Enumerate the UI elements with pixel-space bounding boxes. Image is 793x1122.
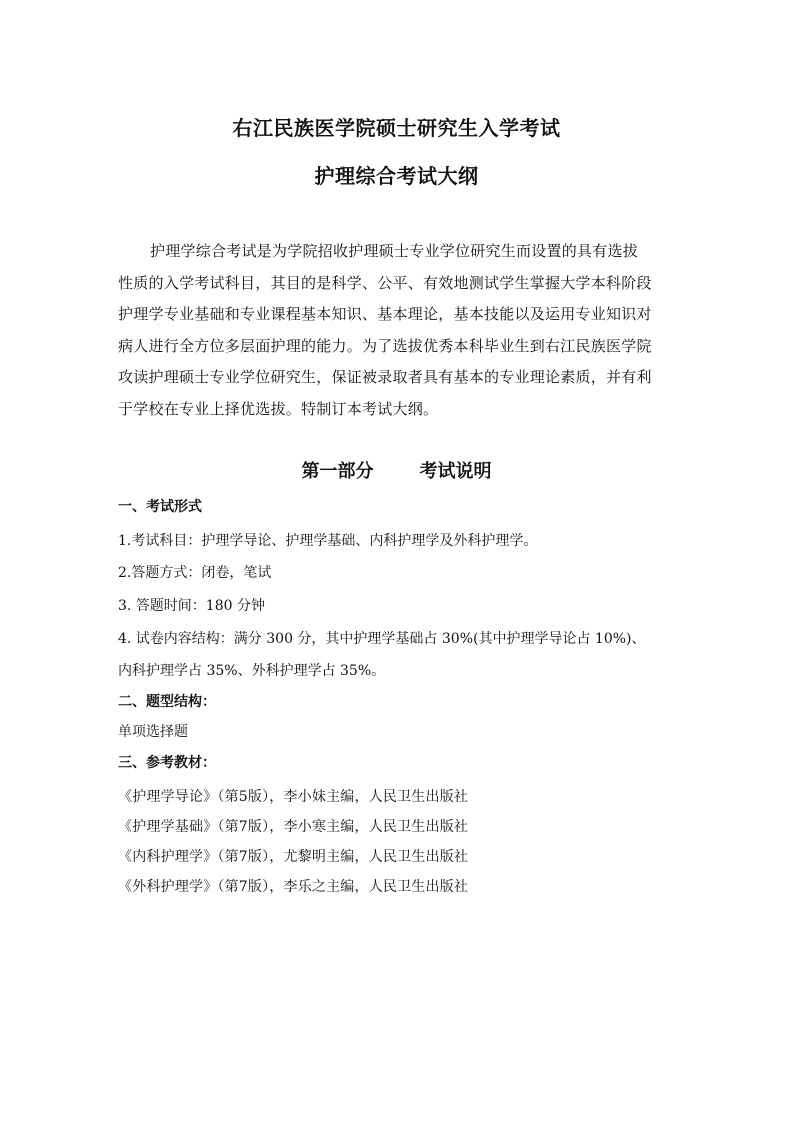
question-type-text: 单项选择题 xyxy=(118,724,188,740)
answer-method-item: 2.答题方式：闭卷，笔试 xyxy=(118,565,272,581)
paper-structure-item-continued: 内科护理学占 35%、外科护理学占 35%。 xyxy=(118,663,386,679)
intro-line: 于学校在专业上择优选拔。特制订本考试大纲。 xyxy=(118,399,439,418)
part-heading xyxy=(0,458,793,486)
intro-line: 护理学专业基础和专业课程基本知识、基本理论，基本技能以及运用专业知识对 xyxy=(118,305,652,323)
intro-line: 护理学综合考试是为学院招收护理硕士专业学位研究生而设置的具有选拔 xyxy=(150,242,639,260)
intro-line: 性质的入学考试科目，其目的是科学、公平、有效地测试学生掌握大学本科阶段 xyxy=(118,273,652,292)
part-name: 考试说明 xyxy=(419,461,492,482)
textbook-item: 《外科护理学》（第7版），李乐之主编，人民卫生出版社 xyxy=(118,879,469,895)
intro-paragraph xyxy=(118,236,678,425)
document-subtitle: 护理综合考试大纲 xyxy=(314,164,479,188)
textbook-item: 《护理学导论》（第5版），李小妹主编，人民卫生出版社 xyxy=(118,789,469,805)
section-heading-exam-format: 一、考试形式 xyxy=(118,499,202,515)
intro-line: 病人进行全方位多层面护理的能力。为了选拔优秀本科毕业生到右江民族医学院 xyxy=(118,336,652,355)
answer-time-item: 3. 答题时间：180 分钟 xyxy=(118,598,265,614)
section-heading-question-types: 二、题型结构： xyxy=(118,694,216,710)
paper-structure-item: 4. 试卷内容结构：满分 300 分，其中护理学基础占 30%(其中护理学导论占 10%)、 xyxy=(118,631,646,647)
textbook-item: 《内科护理学》（第7版），尤黎明主编，人民卫生出版社 xyxy=(118,849,469,865)
section-heading-textbooks: 三、参考教材： xyxy=(118,755,216,771)
document-title: 右江民族医学院硕士研究生入学考试 xyxy=(232,116,561,140)
part-label: 第一部分 xyxy=(301,461,374,482)
exam-subject-item: 1.考试科目：护理学导论、护理学基础、内科护理学及外科护理学。 xyxy=(118,533,538,549)
textbook-item: 《护理学基础》（第7版），李小寒主编，人民卫生出版社 xyxy=(118,819,469,835)
intro-line: 攻读护理硕士专业学位研究生，保证被录取者具有基本的专业理论素质，并有利 xyxy=(118,368,652,386)
